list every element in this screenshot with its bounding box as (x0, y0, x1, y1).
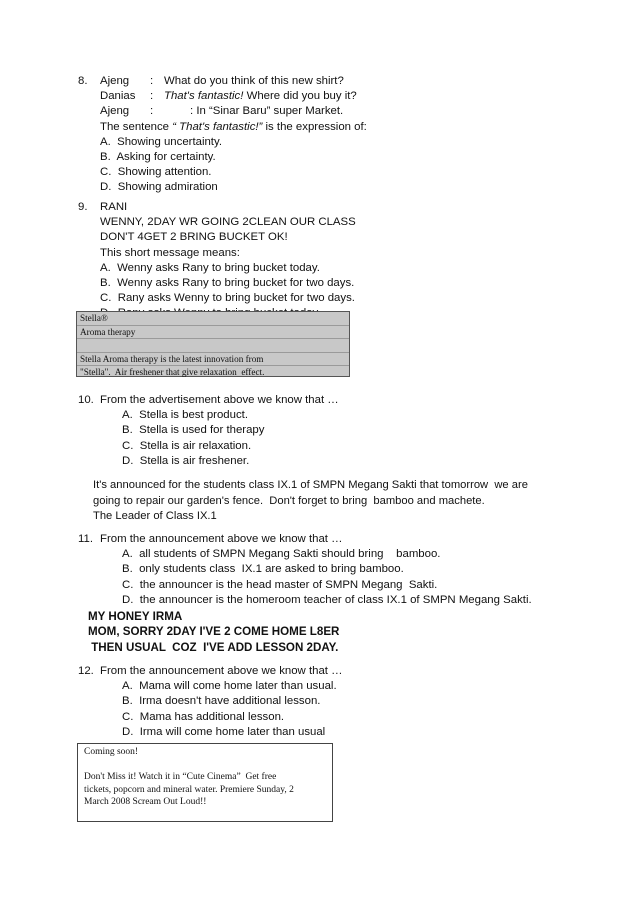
question-10 (78, 393, 498, 469)
option-c: C. Mama has additional lesson. (122, 710, 285, 723)
dialog-text: What do you think of this new shirt? (164, 75, 344, 87)
sms-line: WENNY, 2DAY WR GOING 2CLEAN OUR CLASS (100, 216, 356, 229)
sms-line: MOM, SORRY 2DAY I'VE 2 COME HOME L8ER (88, 625, 340, 639)
option-b: B. only students class IX.1 are asked to bring bamboo. (122, 563, 404, 576)
option-a: A. all students of SMPN Megang Sakti should bring bamboo. (122, 548, 441, 561)
option-b: B. Wenny asks Rany to bring bucket for two days. (100, 277, 355, 290)
dialog-italic-text: That's fantastic! (164, 90, 244, 103)
option-d: D. Stella is air freshener. (122, 454, 250, 467)
dialog-text: : In “Sinar Baru” super Market. (190, 105, 344, 118)
cinema-text: Don't Miss it! Watch it in “Cute Cinema” Get free (84, 772, 277, 783)
sms-line: THEN USUAL COZ I'VE ADD LESSON 2DAY. (88, 640, 339, 654)
option-a: A. Showing uncertainty. (100, 135, 222, 148)
option-d: D. Showing admiration (100, 181, 218, 194)
option-b: B. Stella is used for therapy (122, 424, 265, 437)
question-number: 9. (78, 201, 88, 213)
sms-recipient: RANI (100, 201, 128, 213)
dialog-text: Where did you buy it? (243, 90, 357, 103)
cinema-text: tickets, popcorn and mineral water. Premiere Sunday, 2 (84, 784, 294, 795)
sms-line: DON'T 4GET 2 BRING BUCKET OK! (100, 231, 288, 244)
question-number: 8. (78, 75, 88, 87)
ad-text: "Stella". Air freshener that give relaxation effect. (80, 367, 265, 377)
question-prompt (100, 120, 498, 135)
speaker: Danias (100, 90, 136, 103)
dialog-line (100, 74, 498, 89)
option-c: C. the announcer is the head master of SMPN Megang Sakti. (122, 578, 438, 591)
separator: : (150, 105, 154, 118)
cinema-spacer (84, 759, 326, 772)
dialog-line (100, 89, 498, 104)
prompt-quote: “ That's fantastic!” (172, 120, 263, 133)
option-a: A. Wenny asks Rany to bring bucket today. (100, 261, 320, 274)
sms-message (88, 609, 339, 655)
prompt-text: The sentence (100, 120, 173, 133)
separator: : (150, 75, 154, 87)
announcement-line: going to repair our garden's fence. Don't forget to bring bamboo and machete. (93, 494, 485, 507)
dialog-line (100, 104, 498, 119)
question-stem: From the advertisement above we know that … (100, 394, 339, 406)
ad-product: Aroma therapy (77, 326, 349, 340)
question-11 (78, 532, 548, 608)
sms-recipient: MY HONEY IRMA (88, 610, 183, 623)
announcement (93, 478, 573, 525)
question-prompt: This short message means: (100, 246, 240, 259)
option-c: C. Stella is air relaxation. (122, 439, 252, 452)
question-number: 10. (78, 394, 94, 406)
separator: : (150, 90, 154, 103)
option-a: A. Mama will come home later than usual. (122, 680, 337, 693)
option-b: B. Irma doesn't have additional lesson. (122, 695, 321, 708)
question-12 (78, 664, 498, 740)
cinema-advert-box (77, 743, 333, 822)
option-c: C. Showing attention. (100, 166, 212, 179)
ad-text: Stella Aroma therapy is the latest innovation from (77, 353, 349, 367)
question-8 (78, 74, 498, 196)
speaker: Ajeng (100, 105, 130, 118)
announcement-line: It's announced for the students class IX.1 of SMPN Megang Sakti that tomorrow we are (93, 479, 528, 491)
speaker: Ajeng (100, 75, 130, 87)
question-number: 12. (78, 665, 94, 677)
question-stem: From the announcement above we know that … (100, 665, 343, 677)
option-a: A. Stella is best product. (122, 409, 248, 422)
option-d: D. Irma will come home later than usual (122, 725, 326, 738)
announcement-signature: The Leader of Class IX.1 (93, 510, 217, 522)
ad-brand: Stella® (77, 312, 349, 326)
prompt-text: is the expression of: (262, 120, 367, 133)
cinema-text: March 2008 Scream Out Loud!! (84, 797, 207, 808)
option-c: C. Rany asks Wenny to bring bucket for two days. (100, 292, 355, 305)
advertisement-box (76, 311, 350, 377)
question-9 (78, 200, 498, 322)
question-number: 11. (78, 533, 93, 545)
option-b: B. Asking for certainty. (100, 151, 216, 164)
option-d: D. the announcer is the homeroom teacher of class IX.1 of SMPN Megang Sakti. (122, 593, 532, 606)
ad-spacer (77, 339, 349, 353)
cinema-headline: Coming soon! (84, 747, 139, 757)
question-stem: From the announcement above we know that … (100, 533, 343, 545)
